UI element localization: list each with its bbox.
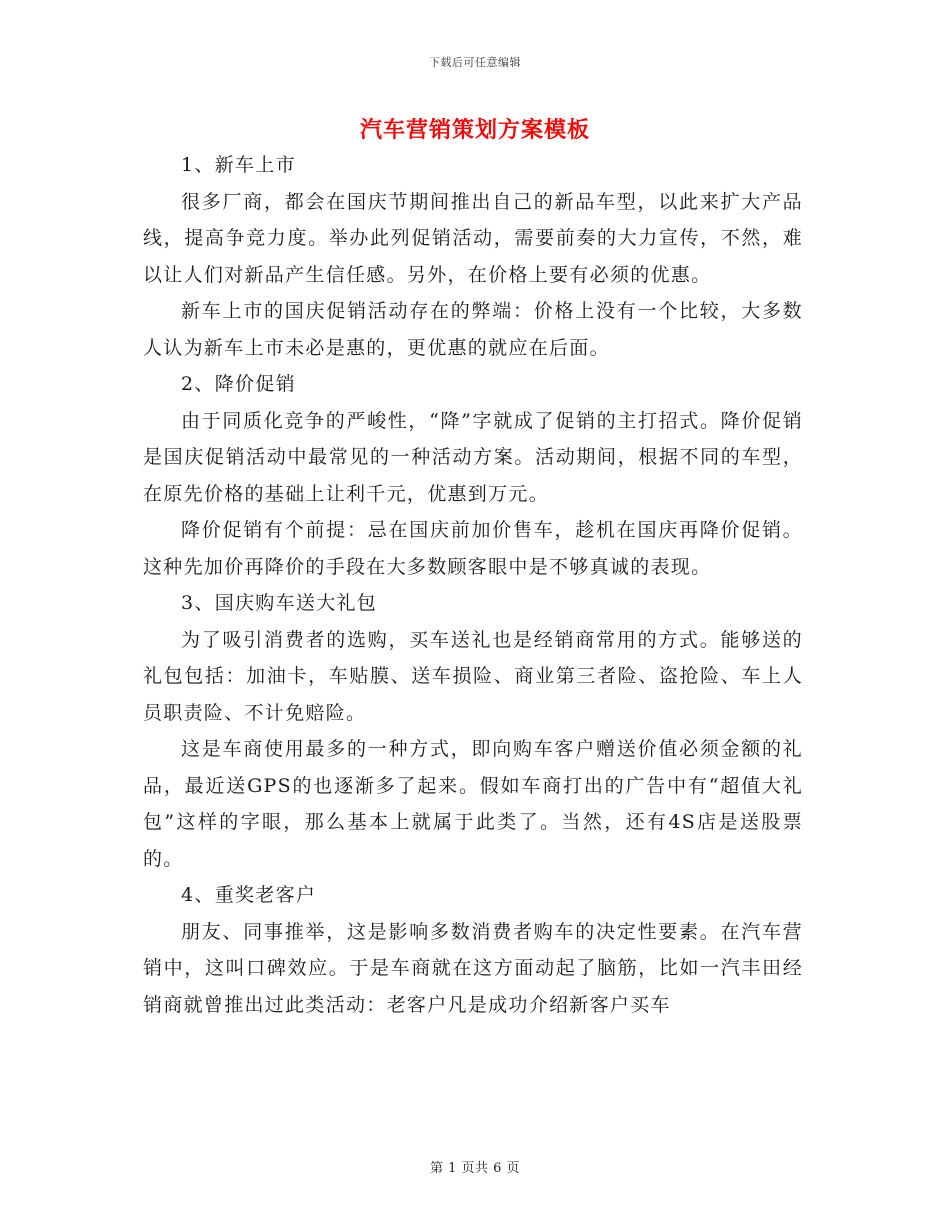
paragraph: 朋友、同事推举，这是影响多数消费者购车的决定性要素。在汽车营销中，这叫口碑效应。于是车商就在这方面动起了脑筋，比如一汽丰田经销商就曾推出过此类活动：老客户凡是成功介绍新客户买车 xyxy=(143,920,803,1016)
document-title: 汽车营销策划方案模板 xyxy=(359,117,590,143)
section-heading-3: 3、国庆购车送大礼包 xyxy=(181,592,378,614)
page-header-note: 下载后可任意编辑 xyxy=(429,56,521,69)
paragraph: 很多厂商，都会在国庆节期间推出自己的新品车型，以此来扩大产品线，提高争竞力度。举办此列促销活动，需要前奏的大力宣传，不然，难以让人们对新品产生信任感。另外，在价格上要有必须的优惠。 xyxy=(143,190,803,286)
document-body xyxy=(143,147,803,1023)
paragraph: 由于同质化竞争的严峻性，“降”字就成了促销的主打招式。降价促销是国庆促销活动中最常见的一种活动方案。活动期间，根据不同的车型，在原先价格的基础上让利千元，优惠到万元。 xyxy=(143,409,803,505)
paragraph: 这是车商使用最多的一种方式，即向购车客户赠送价值必须金额的礼品，最近送GPS的也逐渐多了起来。假如车商打出的广告中有“超值大礼包”这样的字眼，那么基本上就属于此类了。当然，还有4S店是送股票的。 xyxy=(143,738,803,870)
paragraph: 为了吸引消费者的选购，买车送礼也是经销商常用的方式。能够送的礼包包括：加油卡，车贴膜、送车损险、商业第三者险、盗抢险、车上人员职责险、不计免赔险。 xyxy=(143,628,803,724)
section-heading-2: 2、降价促销 xyxy=(181,373,296,395)
section-heading-1: 1、新车上市 xyxy=(181,154,296,176)
page-footer-number: 第 1 页共 6 页 xyxy=(429,1161,521,1176)
section-heading-4: 4、重奖老客户 xyxy=(181,884,317,906)
paragraph: 新车上市的国庆促销活动存在的弊端：价格上没有一个比较，大多数人认为新车上市未必是惠的，更优惠的就应在后面。 xyxy=(143,300,803,359)
paragraph: 降价促销有个前提：忌在国庆前加价售车，趁机在国庆再降价促销。这种先加价再降价的手段在大多数顾客眼中是不够真诚的表现。 xyxy=(143,519,803,578)
